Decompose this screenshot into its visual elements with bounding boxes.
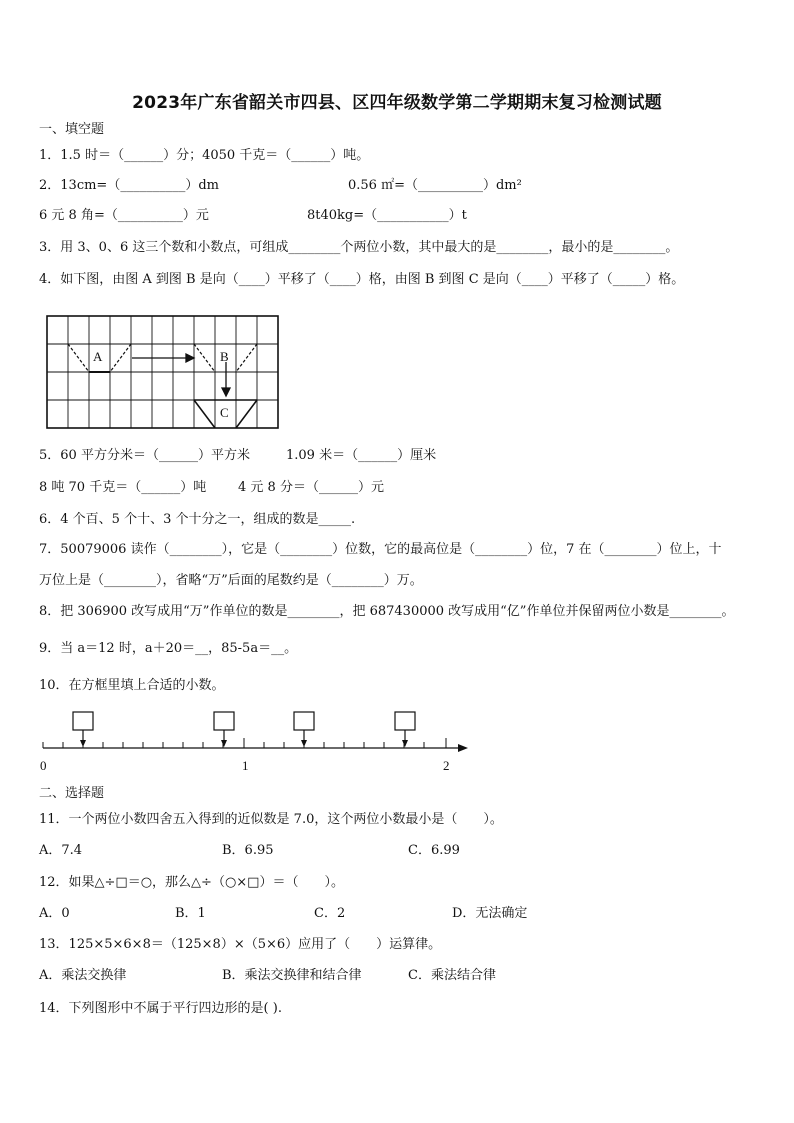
question-12-option-d: D．无法确定 xyxy=(452,906,528,921)
question-7-line2: 万位上是（________），省略“万”后面的尾数约是（________）万。 xyxy=(39,573,423,588)
question-12-option-a: A．0 xyxy=(39,906,70,921)
answer-box-1 xyxy=(73,712,93,742)
question-3: 3．用 3、0、6 这三个数和小数点，可组成________个两位小数，其中最大的是________，最小的是________。 xyxy=(39,240,679,255)
number-line-label-2: 2 xyxy=(443,758,450,773)
question-2d: 8t40kg=（___________）t xyxy=(307,208,467,223)
question-7-line1: 7．50079006 读作（________），它是（________）位数，它的最高位是（________）位，7 在（________）位上，十 xyxy=(39,542,722,557)
question-13-option-a: A．乘法交换律 xyxy=(39,968,127,983)
question-11-option-c: C．6.99 xyxy=(408,843,460,858)
question-10: 10．在方框里填上合适的小数。 xyxy=(39,678,225,693)
question-2c: 6 元 8 角=（__________）元 xyxy=(39,208,209,223)
section-heading-choice: 二、选择题 xyxy=(39,786,105,801)
question-1: 1．1.5 时＝（______）分；4050 千克＝（______）吨。 xyxy=(39,148,370,163)
arrow-a-to-b xyxy=(132,354,194,362)
arrow-b-to-c xyxy=(222,362,230,396)
grid-label-a: A xyxy=(93,349,103,364)
question-5a: 5．60 平方分米＝（______）平方米 xyxy=(39,448,250,463)
question-2a: 2．13cm=（__________）dm xyxy=(39,178,219,193)
question-8: 8．把 306900 改写成用“万”作单位的数是________，把 687430000 改写成用“亿”作单位并保留两位小数是________。 xyxy=(39,604,735,619)
question-4: 4．如下图，由图 A 到图 B 是向（____）平移了（____）格，由图 B 到图 C 是向（____）平移了（_____）格。 xyxy=(39,272,685,287)
question-9: 9．当 a＝12 时，a＋20＝__，85-5a＝__。 xyxy=(39,641,298,656)
question-2b: 0.56 ㎡=（__________）dm² xyxy=(348,178,522,193)
answer-box-2 xyxy=(214,712,234,742)
question-12: 12．如果△÷□＝○，那么△÷（○×□）＝（ ）。 xyxy=(39,875,344,890)
question-12-option-b: B．1 xyxy=(175,906,206,921)
question-13-option-b: B．乘法交换律和结合律 xyxy=(222,968,362,983)
translation-grid-figure xyxy=(46,314,282,430)
question-5c: 8 吨 70 千克＝（______）吨 xyxy=(39,480,207,495)
question-5b: 1.09 米＝（______）厘米 xyxy=(286,448,437,463)
section-heading-fill-blank: 一、填空题 xyxy=(39,122,105,137)
question-6: 6．4 个百、5 个十、3 个十分之一，组成的数是_____. xyxy=(39,512,356,527)
grid-label-c: C xyxy=(220,405,229,420)
number-line-figure xyxy=(38,708,478,778)
page-title: 2023年广东省韶关市四县、区四年级数学第二学期期末复习检测试题 xyxy=(132,93,662,113)
number-line-label-1: 1 xyxy=(242,758,249,773)
question-11: 11．一个两位小数四舍五入得到的近似数是 7.0，这个两位小数最小是（ ）。 xyxy=(39,812,503,827)
grid-label-b: B xyxy=(220,349,229,364)
question-11-option-a: A．7.4 xyxy=(39,843,83,858)
question-12-option-c: C．2 xyxy=(314,906,346,921)
question-5d: 4 元 8 分＝（______）元 xyxy=(238,480,384,495)
number-line-label-0: 0 xyxy=(40,758,47,773)
question-13-option-c: C．乘法结合律 xyxy=(408,968,496,983)
answer-box-4 xyxy=(395,712,415,742)
answer-box-3 xyxy=(294,712,314,742)
question-11-option-b: B．6.95 xyxy=(222,843,274,858)
question-14: 14．下列图形中不属于平行四边形的是( ). xyxy=(39,1001,282,1016)
question-13: 13．125×5×6×8＝（125×8）×（5×6）应用了（ ）运算律。 xyxy=(39,937,442,952)
